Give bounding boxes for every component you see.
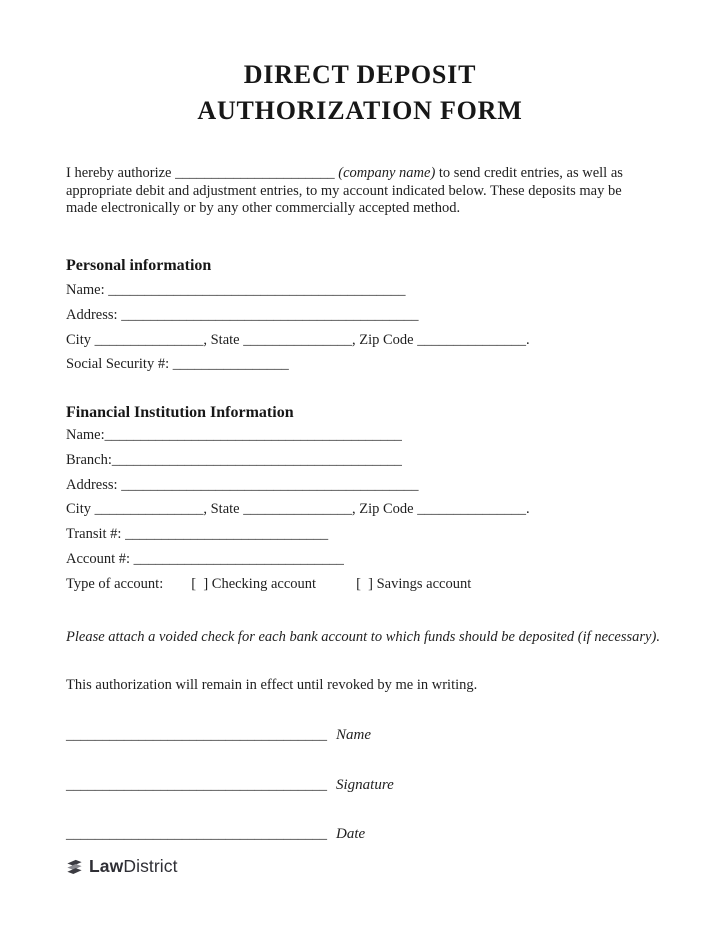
financial-branch-blank: ________________________________________ <box>111 451 402 468</box>
account-type-row <box>66 572 656 597</box>
savings-account-checkbox-option: [ ] Savings account <box>356 575 472 592</box>
personal-address-row <box>66 303 656 328</box>
personal-zip-blank: _______________ <box>417 331 526 348</box>
financial-city-blank: _______________ <box>94 501 204 518</box>
personal-name-label: Name: <box>66 282 109 298</box>
financial-name-blank: _________________________________________ <box>104 427 402 443</box>
personal-address-blank: _________________________________________ <box>121 306 419 323</box>
financial-zip-blank: _______________ <box>417 501 526 518</box>
signature-signature-row <box>66 774 656 796</box>
signature-signature-blank: ____________________________________ <box>66 777 327 793</box>
financial-state-blank: _______________ <box>243 501 352 518</box>
lawdistrict-logo <box>65 856 178 877</box>
personal-ssn-blank: ________________ <box>172 356 289 373</box>
financial-branch-row <box>66 448 656 473</box>
company-name-label: (company name) <box>334 165 436 181</box>
company-name-blank: ______________________ <box>175 165 335 181</box>
form-title-line1: DIRECT DEPOSIT <box>243 60 477 89</box>
signature-date-blank: ____________________________________ <box>66 826 327 842</box>
lawdistrict-logo-icon <box>65 857 84 876</box>
personal-zip-label: , Zip Code <box>351 331 418 348</box>
signature-name-label: Name <box>336 727 371 743</box>
financial-zip-period: . <box>525 501 530 518</box>
personal-zip-period: . <box>525 331 530 348</box>
signature-name-row <box>66 724 656 746</box>
personal-name-blank: _________________________________________ <box>108 282 406 298</box>
financial-address-label: Address: <box>66 476 122 493</box>
financial-section <box>66 423 656 597</box>
personal-city-state-zip-row <box>66 328 656 353</box>
financial-city-state-zip-row <box>66 497 656 522</box>
intro-prefix: I hereby authorize <box>66 165 176 181</box>
authorization-note: This authorization will remain in effect until revoked by me in writing. <box>66 677 478 693</box>
personal-section-heading: Personal information <box>66 257 212 274</box>
signature-date-label: Date <box>336 826 366 842</box>
logo-text-law: Law <box>89 856 124 876</box>
account-type-label: Type of account: <box>66 575 164 592</box>
logo-text-district: District <box>123 856 178 876</box>
form-title-line2: AUTHORIZATION FORM <box>197 96 523 125</box>
financial-address-blank: _________________________________________ <box>121 476 419 493</box>
financial-zip-label: , Zip Code <box>351 501 418 518</box>
intro-paragraph <box>66 165 652 218</box>
personal-state-blank: _______________ <box>243 331 352 348</box>
financial-transit-row <box>66 522 656 547</box>
signature-date-row <box>66 823 656 845</box>
financial-address-row <box>66 473 656 498</box>
financial-name-row <box>66 423 656 448</box>
financial-account-label: Account #: <box>66 550 134 567</box>
checking-account-checkbox-option: [ ] Checking account <box>191 575 317 592</box>
form-title <box>0 57 720 129</box>
financial-section-heading: Financial Institution Information <box>66 404 294 421</box>
personal-section <box>66 278 656 377</box>
financial-transit-label: Transit #: <box>66 526 126 543</box>
financial-account-blank: _____________________________ <box>133 550 344 567</box>
personal-name-row <box>66 278 656 303</box>
personal-city-blank: _______________ <box>94 331 204 348</box>
personal-address-label: Address: <box>66 306 122 323</box>
financial-branch-label: Branch: <box>66 451 112 468</box>
financial-name-label: Name: <box>66 427 105 443</box>
logo-text <box>89 856 178 877</box>
signature-name-blank: ____________________________________ <box>66 727 327 743</box>
personal-ssn-row <box>66 352 656 377</box>
personal-ssn-label: Social Security #: <box>66 356 173 373</box>
voided-check-note: Please attach a voided check for each bank account to which funds should be deposited (if necessary). <box>66 629 660 645</box>
personal-city-label: City <box>66 331 95 348</box>
financial-city-label: City <box>66 501 95 518</box>
financial-account-row <box>66 547 656 572</box>
intro-suffix: to send credit entries, as well as appropriate debit and adjustment entries, to my account indicated below. These deposits may be made electronically or by any other commercially accepted method. <box>66 165 627 216</box>
financial-state-label: , State <box>203 501 244 518</box>
signature-signature-label: Signature <box>336 777 394 793</box>
financial-transit-blank: ____________________________ <box>125 526 329 543</box>
personal-state-label: , State <box>203 331 244 348</box>
